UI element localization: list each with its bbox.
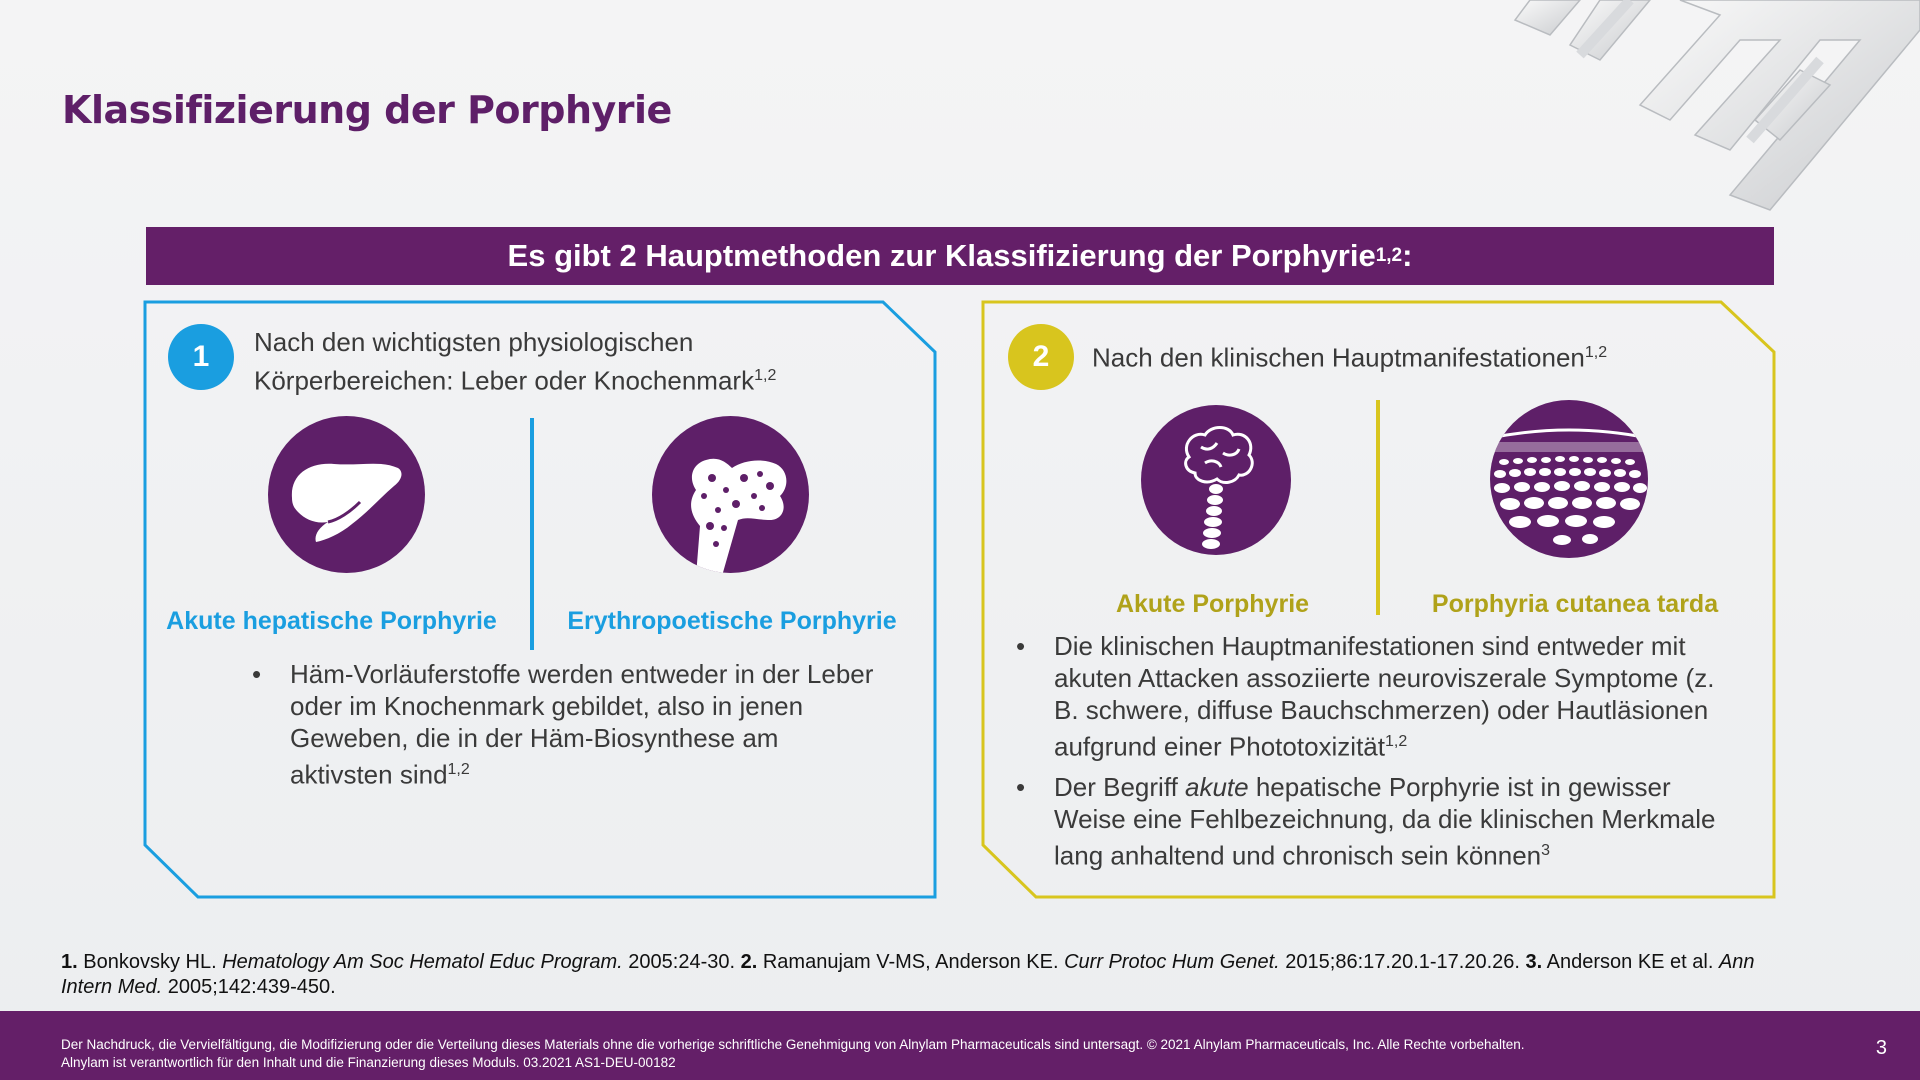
right-heading-text: Nach den klinischen Hauptmanifestationen [1092, 342, 1585, 373]
right-bullet1-superscript: 1,2 [1385, 733, 1408, 750]
right-bullet2-pre: Der Begriff [1054, 771, 1186, 802]
ref2-journal: Curr Protoc Hum Genet. [1064, 951, 1280, 973]
ref1-number: 1. [61, 951, 78, 973]
ref3-author: Anderson KE et al. [1542, 951, 1719, 973]
right-divider [1376, 400, 1380, 615]
label-erythropoetische-porphyrie: Erythropoetische Porphyrie [567, 607, 897, 635]
footer-bar [0, 1011, 1920, 1080]
ref2-details: 2015;86:17.20.1-17.20.26. [1279, 951, 1526, 973]
left-bullet-list [252, 658, 882, 799]
left-heading-line2: Körperbereichen: Leber oder Knochenmark [254, 365, 755, 396]
right-bullet-item-1 [1016, 630, 1736, 763]
right-bullet2-post: hepatische Porphyrie ist in gewisser Weise eine Fehlbezeichnung, da die klinischen Merkmale lang anhaltend und chronisch sein können [1054, 771, 1716, 871]
page-number: 3 [1875, 1037, 1887, 1059]
legal-line-2: Alnylam ist verantwortlich für den Inhalt und die Finanzierung dieses Moduls. 03.2021 AS1-DEU-00182 [61, 1055, 676, 1070]
banner-superscript: 1,2 [1375, 245, 1403, 266]
right-panel-heading [1092, 336, 1732, 375]
left-bullet-text: Häm-Vorläuferstoffe werden entweder in der Leber oder im Knochenmark gebildet, also in jenen Geweben, die in der Häm-Biosynthese am aktivsten sind [290, 659, 874, 790]
left-divider [530, 418, 534, 650]
section-banner [146, 227, 1774, 285]
brain-spine-icon [1141, 405, 1291, 555]
ref2-author: Ramanujam V-MS, Anderson KE. [757, 951, 1065, 973]
left-panel-heading [254, 326, 854, 398]
right-bullet2-emphasis: akute [1185, 771, 1249, 802]
ref3-number: 3. [1525, 951, 1543, 973]
legal-line-1: Der Nachdruck, die Vervielfältigung, die Modifizierung oder die Verteilung dieses Materials ohne die vorherige schriftliche Genehmigung von Alnylam Pharmaceuticals sind untersagt. © 2021 Alnylam Pharmaceuticals, Inc. Alle Rechte vorbehalten. [61, 1037, 1525, 1052]
right-heading-superscript: 1,2 [1584, 344, 1608, 361]
right-bullet1-text: Die klinischen Hauptmanifestationen sind entweder mit akuten Attacken assoziierte neuroviszerale Symptome (z. B. schwere, diffuse Bauchschmerzen) oder Hautläsionen aufgrund einer Phototoxizität [1054, 631, 1715, 762]
ref1-journal: Hematology Am Soc Hematol Educ Program. [222, 951, 623, 973]
step-1-circle: 1 [168, 324, 234, 390]
banner-text: Es gibt 2 Hauptmethoden zur Klassifizierung der Porphyrie [507, 238, 1376, 273]
ref3-details: 2005;142:439-450. [162, 976, 336, 998]
label-porphyria-cutanea-tarda: Porphyria cutanea tarda [1431, 590, 1719, 618]
maze-decoration [1300, 0, 1920, 215]
right-bullet-list [1016, 630, 1736, 879]
left-bullet-superscript: 1,2 [447, 761, 470, 778]
ref3-journal: Ann Intern Med. [61, 951, 1755, 998]
right-bullet-item-2 [1016, 771, 1736, 872]
ref1-details: 2005:24-30. [622, 951, 741, 973]
right-bullet2-superscript: 3 [1541, 841, 1551, 859]
label-akute-porphyrie: Akute Porphyrie [1115, 590, 1310, 618]
legal-notice [61, 1036, 1524, 1072]
left-heading-line1: Nach den wichtigsten physiologischen [254, 327, 694, 357]
left-heading-superscript: 1,2 [754, 367, 777, 384]
page-title: Klassifizierung der Porphyrie [62, 88, 672, 132]
ref1-author: Bonkovsky HL. [77, 951, 223, 973]
liver-icon [268, 416, 425, 573]
references [61, 950, 1781, 1000]
ref2-number: 2. [740, 951, 758, 973]
step-2-circle: 2 [1008, 324, 1074, 390]
left-bullet-item [252, 658, 882, 791]
label-akute-hepatische-porphyrie: Akute hepatische Porphyrie [166, 607, 497, 635]
banner-suffix: : [1402, 238, 1413, 273]
skin-layers-icon [1490, 400, 1648, 558]
bone-marrow-icon [652, 416, 809, 573]
